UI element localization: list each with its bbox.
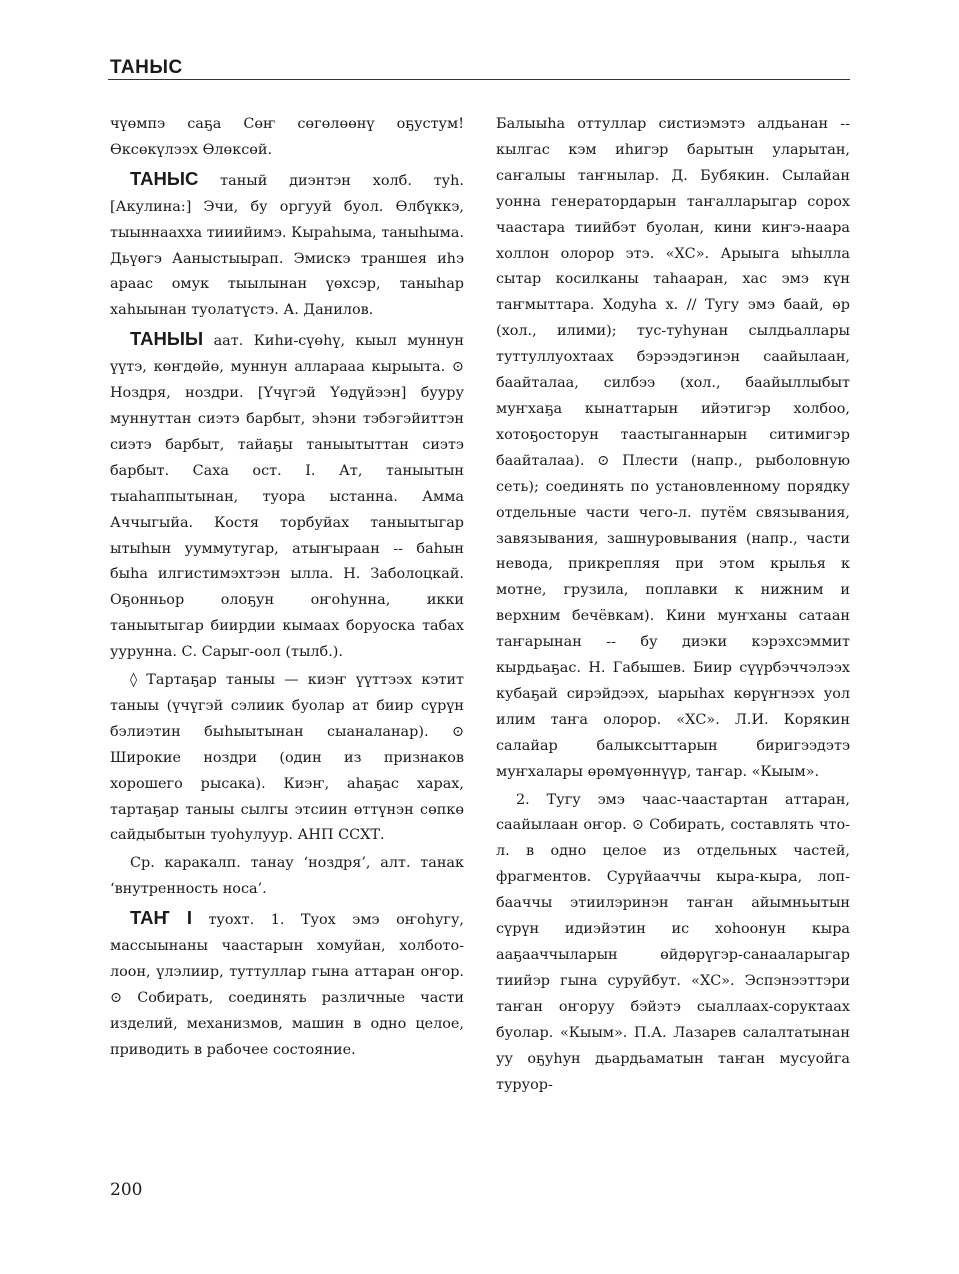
- paragraph: [496, 112, 850, 786]
- paragraph-text: Ср. каракалп. танау ‘ноздря’, алт. танак ‘внутренность носа’.: [110, 855, 464, 898]
- running-head: ТАНЫС: [110, 57, 183, 78]
- headword: ТАНЫЫ: [130, 328, 204, 350]
- paragraph-text: аат. Киһи-сүөһү, кыыл муннун үүтэ, көҥдөйө, муннун алларааа кырыыта. ⊙ Ноздря, ноздри. [Үчүгэй Үөдүйээн] бууру муннуттан сиэтэ барбыт, эһэни тэбэгэйиттэн сиэтэ барбыт, тайаҕы таныытыттан сиэтэ барбыт. Саха ост. I. Ат, таныытын тыаһаппытынан, туора ыстанна. Амма Аччыгыйа. Костя торбуйах таныытыгар ытыһын ууммутугар, атыҥыраан -- баһын быһа илгистимэхтээн ылла. Н. Заболоцкай. Оҕонньор олоҕун оҥоһунна, икки таныытыгар биирдии кымаах боруоска табах уурунна. С. Сарыг-оол (тылб.).: [110, 333, 464, 661]
- paragraph-text: таный диэнтэн холб. туһ. [Акулина:] Эчи, бу оргууй буол. Өлбүккэ, тыыннаахха тииийимэ. Кыраһыма, таныһыма. Дьүөгэ Ааныстыырап. Эмискэ траншея иһэ араас омук тыылынан үөхсэр, таныһар хаһыынан туолатүстэ. А. Данилов.: [110, 172, 464, 319]
- paragraph: [110, 668, 464, 849]
- paragraph-text: ◊ Тартаҕар таныы — киэҥ үүттээх кэтит таныы (үчүгэй сэлиик буолар ат биир сүрүн бэлиэтин быһыытынан сыаналанар). ⊙ Широкие ноздри (один из признаков хорошего рысака). Киэҥ, аһаҕас харах, тартаҕар таныы сылгы этсиин өттүнэн сөпкө сайдыбытын туоһулуур. АНП ССХТ.: [110, 672, 464, 844]
- paragraph: [496, 788, 850, 1099]
- paragraph-text: чүөмпэ саҕа Сөҥ сөгөлөөнү оҕустум! Өксөкүлээх Өлөксөй.: [110, 116, 464, 158]
- paragraph: [110, 166, 464, 324]
- paragraph-text: Балыыһа оттуллар систиэмэтэ алдьанан -- кылгас кэм иһигэр барытын уларытан, саҥалыы таҥнылар. Д. Бубякин. Сылайан уонна генератордарын таҥалларыгар сорох чаастара тиийбэт буолан, кини киҥэ-наара холлон олорор этэ. «ХС». Арыыга ыһылла сытар косилканы таһааран, хас эмэ күн таҥмыттара. Ходуһа х. // Тугу эмэ баай, өр (хол., илими); тус-туһунан сылдьаллары туттуллуохтаах бэрээдэгинэн саайылаан, баайталаа, силбээ (хол., баайыллыбыт муҥхаҕа кынаттарын ийэтигэр холбоо, хотоҕосторун таастыганнарын ситимигэр баайталаа). ⊙ Плести (напр., рыболовную сеть); соединять по установленному порядку отдельные части чего-л. путём связывания, завязывания, зашнуровывания (напр., части невода, прикрепляя при этом крылья к мотне, грузила, поплавки к нижним и верхним бечёвкам). Кини муҥханы сатаан таҥарынан -- бу диэки кэрэхсэммит кырдьаҕас. Н. Габышев. Биир сүүрбэччэлээх кубаҕай сирэйдээх, ыарыһах көрүҥнээх уол илим таҥа олорор. «ХС». Л.И. Корякин салайар балыксыттарын биригээдэтэ муҥхалары өрөмүөннүүр, таҥар. «Кыым».: [496, 116, 850, 780]
- headword: ТАНЫС: [130, 167, 199, 189]
- header-rule: [108, 79, 850, 80]
- left-column: [110, 112, 464, 1064]
- headword: ТАҤ I: [130, 907, 192, 929]
- paragraph-text: туохт. 1. Туох эмэ оҥоһугу, массыынаны чаастарын хомуйан, холботолоон, үлэлиир, туттуллар гына аттаран оҥор. ⊙ Собирать, соединять различные части изделий, механизмов, машин в одно целое, приводить в рабочее состояние.: [110, 912, 464, 1058]
- paragraph-text: 2. Тугу эмэ чаас-чаастартан аттаран, саайылаан оҥор. ⊙ Собирать, составлять что-л. в одно целое из отдельных частей, фрагментов. Сурүйааччы кыра-кыра, лоп-бааччы этиилэринэн таҥан айымньытын сүрүн идиэйэтин ис хоһоонун кыра ааҕааччыларын өйдөрүгэр-санааларыгар тиийэр гына суруйбут. «ХС». Эспэнээттэри таҥан оҥоруу бэйэтэ сыаллаах-соруктаах буолар. «Кыым». П.А. Лазарев салалтатынан уу оҕуһун дьардьаматын таҥан мусуойга туруор-: [496, 791, 850, 1093]
- paragraph: [110, 112, 464, 164]
- page-number: 200: [110, 1180, 143, 1200]
- paragraph: [110, 326, 464, 666]
- paragraph: [110, 851, 464, 903]
- right-column: [496, 112, 850, 1098]
- paragraph: [110, 905, 464, 1063]
